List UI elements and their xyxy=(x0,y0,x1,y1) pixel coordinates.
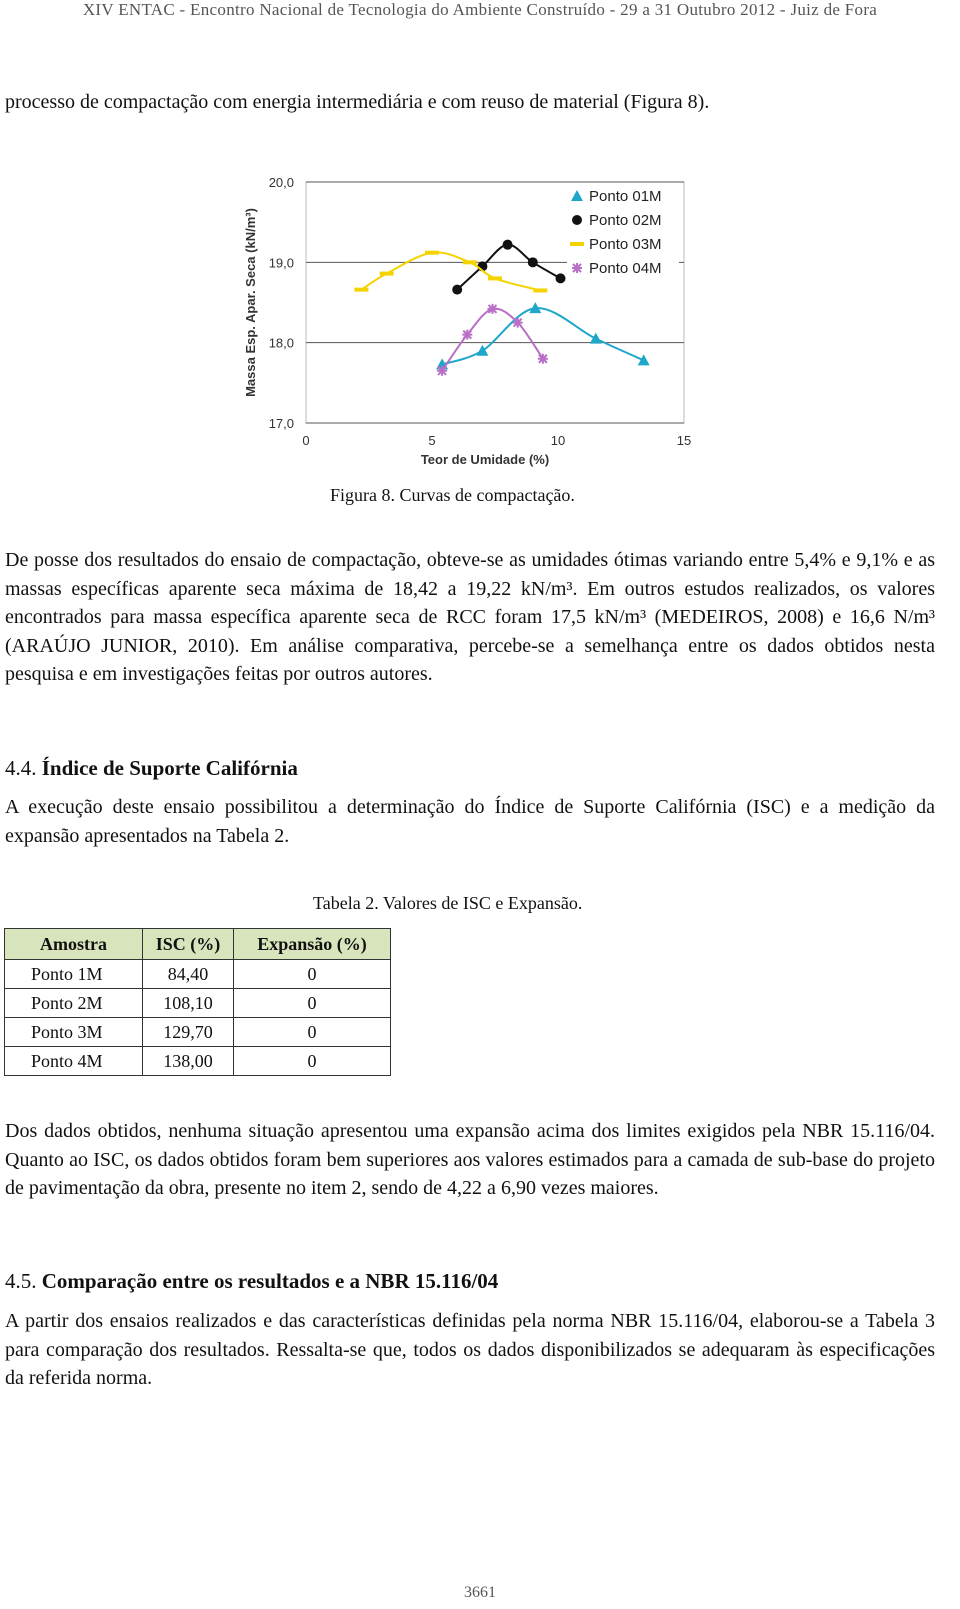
data-point-2 xyxy=(556,273,566,283)
table-cell: Ponto 3M xyxy=(5,1018,143,1047)
table-cell: Ponto 4M xyxy=(5,1047,143,1076)
x-tick-label: 5 xyxy=(428,433,436,448)
table-cell: 0 xyxy=(234,1018,391,1047)
table-header-cell: Expansão (%) xyxy=(234,929,391,960)
section-heading-4-5 xyxy=(5,1267,498,1295)
legend-marker xyxy=(570,242,584,246)
data-point-2 xyxy=(452,285,462,295)
legend-marker xyxy=(572,215,582,225)
table-row xyxy=(5,960,391,989)
legend-label: Ponto 01M xyxy=(589,188,662,205)
section-number: 4.4. xyxy=(5,756,37,780)
table-cell: 0 xyxy=(234,1047,391,1076)
table-cell: 108,10 xyxy=(143,989,234,1018)
legend-label: Ponto 02M xyxy=(589,212,662,229)
y-tick-label: 20,0 xyxy=(268,175,294,190)
section-title: Comparação entre os resultados e a NBR 15.116/04 xyxy=(41,1269,499,1293)
table-cell: 0 xyxy=(234,989,391,1018)
table-row xyxy=(5,1018,391,1047)
table-cell: 0 xyxy=(234,960,391,989)
x-tick-label: 0 xyxy=(302,433,310,448)
section-title: Índice de Suporte Califórnia xyxy=(41,756,298,780)
table-cell: 129,70 xyxy=(143,1018,234,1047)
table-cell: Ponto 1M xyxy=(5,960,143,989)
table-cell: 138,00 xyxy=(143,1047,234,1076)
table-row xyxy=(5,1047,391,1076)
data-point-2 xyxy=(503,240,513,250)
data-point-3 xyxy=(488,276,502,280)
paragraph-results: De posse dos resultados do ensaio de compactação, obteve-se as umidades ótimas variando entre 5,4% e 9,1% e as massas específicas aparente seca máxima de 18,42 a 19,22 kN/m³. Em outros estudos realizados, os valores encontrados para massa específica aparente seca de RCC foram 17,5 kN/m³ (MEDEIROS, 2008) e 16,6 N/m³ (ARAÚJO JUNIOR, 2010). Em análise comparativa, percebe-se a semelhança entre os dados obtidos nesta pesquisa e em investigações feitas por outros autores. xyxy=(5,549,935,685)
x-axis-label: Teor de Umidade (%) xyxy=(420,452,550,467)
data-point-3 xyxy=(533,288,547,292)
table-row xyxy=(5,989,391,1018)
y-tick-label: 17,0 xyxy=(268,416,294,431)
section-number: 4.5. xyxy=(5,1269,37,1293)
legend-label: Ponto 03M xyxy=(589,236,662,253)
table-header-cell: Amostra xyxy=(5,929,143,960)
table-caption: Tabela 2. Valores de ISC e Expansão. xyxy=(313,893,583,913)
compaction-chart xyxy=(243,170,703,470)
x-tick-label: 15 xyxy=(676,433,692,448)
y-tick-label: 18,0 xyxy=(268,335,294,351)
intro-line: processo de compactação com energia intermediária e com reuso de material (Figura 8). xyxy=(5,91,710,113)
data-point-4 xyxy=(487,304,497,314)
table-cell: Ponto 2M xyxy=(5,989,143,1018)
data-point-4 xyxy=(437,366,447,376)
data-point-3 xyxy=(463,260,477,264)
paragraph-expansion: Dos dados obtidos, nenhuma situação apresentou uma expansão acima dos limites exigidos pela NBR 15.116/04. Quanto ao ISC, os dados obtidos foram bem superiores aos valores estimados para a camada de sub-base do projeto de pavimentação da obra, presente no item 2, sendo de 4,22 a 6,90 vezes maiores. xyxy=(5,1120,935,1199)
data-point-4 xyxy=(538,354,548,364)
y-tick-label: 19,0 xyxy=(268,255,294,271)
paragraph-comparison: A partir dos ensaios realizados e das características definidas pela norma NBR 15.116/04, elaborou-se a Tabela 3 para comparação dos resultados. Ressalta-se que, todos os dados disponibilizados se adequaram às especificações da referida norma. xyxy=(5,1310,935,1389)
table-cell: 84,40 xyxy=(143,960,234,989)
figure-caption: Figura 8. Curvas de compactação. xyxy=(330,485,575,505)
data-point-4 xyxy=(462,330,472,340)
section-heading-4-4 xyxy=(5,754,298,782)
data-point-3 xyxy=(425,251,439,255)
table-header-row xyxy=(5,929,391,960)
data-point-4 xyxy=(513,318,523,328)
legend-label: Ponto 04M xyxy=(589,260,662,277)
isc-table xyxy=(4,928,391,1076)
x-tick-label: 10 xyxy=(550,433,566,448)
data-point-2 xyxy=(528,257,538,267)
chart-svg xyxy=(243,170,703,470)
data-point-3 xyxy=(354,288,368,292)
y-axis-label: Massa Esp. Apar. Seca (kN/m³) xyxy=(243,208,258,397)
paragraph-isc: A execução deste ensaio possibilitou a determinação do Índice de Suporte Califórnia (ISC) e a medição da expansão apresentados na Tabela 2. xyxy=(5,796,935,847)
data-point-3 xyxy=(380,272,394,276)
page-number: 3661 xyxy=(464,1584,496,1601)
legend-marker xyxy=(572,263,582,273)
running-header: XIV ENTAC - Encontro Nacional de Tecnologia do Ambiente Construído - 29 a 31 Outubro 2012 - Juiz de Fora xyxy=(82,0,878,19)
table-header-cell: ISC (%) xyxy=(143,929,234,960)
